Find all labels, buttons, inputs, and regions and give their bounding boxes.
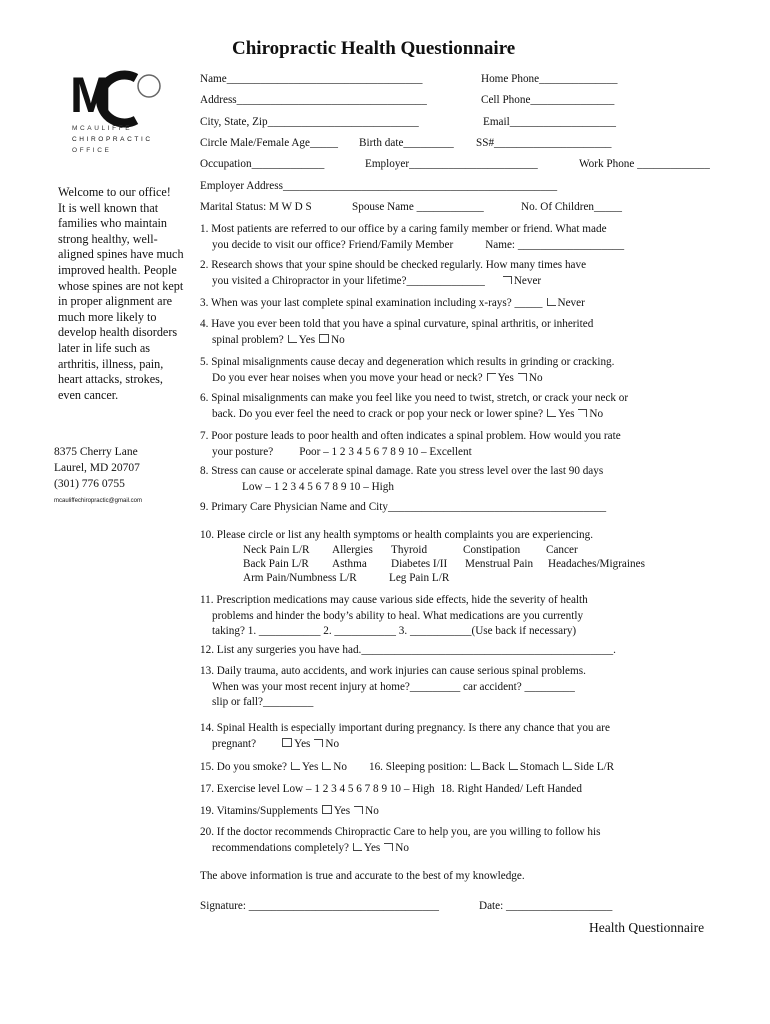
question-14: 14. Spinal Health is especially important during pregnancy. Is there any chance that you are pregnant? Yes No — [200, 722, 610, 750]
spouse-name-field[interactable]: Spouse Name ____________ — [352, 201, 484, 213]
no-checkbox-icon[interactable] — [319, 334, 329, 343]
question-10: 10. Please circle or list any health symptoms or health complaints you are experiencing. Neck Pain L/R Allergies Thyroid Constipation Cancer Back Pain L/R Asthma Diabetes I/II Menstrual Pain Headaches/Migraines Arm Pain/Numbness L/R Leg Pain L/R — [200, 528, 670, 588]
stress-rating-scale[interactable]: Low – 1 2 3 4 5 6 7 8 9 10 – High — [242, 480, 394, 493]
logo-line-1: MCAULIFFE — [72, 125, 133, 132]
work-phone-field[interactable]: Work Phone _____________ — [579, 158, 710, 170]
no-checkbox-icon[interactable] — [354, 806, 363, 814]
question-1: 1. Most patients are referred to our office by a caring family member or friend. What made you decide to visit our office? Friend/Family Member Name: ___________________ — [200, 223, 625, 251]
symptom-asthma[interactable]: Asthma — [332, 558, 367, 570]
welcome-text: Welcome to our office! It is well known that families who maintain strong healthy, well-aligned spines have much improved health. People whose spines are not kept in proper alignment are much more likely to develop health disorders later in life such as arthritis, illness, pain, heart attacks, strokes, even cancer. — [58, 185, 184, 402]
yes-checkbox-icon[interactable] — [291, 762, 300, 770]
symptom-cancer[interactable]: Cancer — [546, 544, 578, 556]
symptom-neck-pain[interactable]: Neck Pain L/R — [243, 544, 310, 556]
sex-age-field[interactable]: Circle Male/Female Age_____ — [200, 137, 338, 149]
symptom-constipation[interactable]: Constipation — [463, 544, 521, 556]
referral-name-field[interactable]: Name: ___________________ — [485, 238, 625, 251]
medications-field[interactable]: taking? 1. ___________ 2. ___________ 3. ___________(Use back if necessary) — [212, 625, 577, 637]
logo-line-2: CHIROPRACTIC — [72, 136, 153, 143]
question-4: 4. Have you ever been told that you have a spinal curvature, spinal arthritis, or inherited spinal problem? Yes No — [200, 318, 594, 346]
symptom-back-pain[interactable]: Back Pain L/R — [243, 558, 309, 570]
posture-rating-scale[interactable]: Poor – 1 2 3 4 5 6 7 8 9 10 – Excellent — [299, 445, 472, 458]
yes-checkbox-icon[interactable] — [487, 373, 496, 381]
slip-fall-field[interactable]: slip or fall?_________ — [212, 696, 314, 708]
question-8: 8. Stress can cause or accelerate spinal damage. Rate you stress level over the last 90 days Low – 1 2 3 4 5 6 7 8 9 10 – High — [200, 464, 670, 495]
stomach-checkbox-icon[interactable] — [509, 762, 518, 770]
certification-text: The above information is true and accurate to the best of my knowledge. — [200, 870, 525, 882]
yes-checkbox-icon[interactable] — [353, 843, 362, 851]
ssn-field[interactable]: SS#_____________________ — [476, 137, 612, 149]
yes-checkbox-icon[interactable] — [288, 335, 297, 343]
recent-injury-field[interactable]: When was your most recent injury at home?_________ car accident? _________ — [212, 680, 575, 693]
city-state-zip-field[interactable]: City, State, Zip___________________________ — [200, 116, 419, 128]
no-checkbox-icon[interactable] — [314, 739, 323, 747]
yes-checkbox-icon[interactable] — [547, 409, 556, 417]
question-13: 13. Daily trauma, auto accidents, and work injuries can cause serious spinal problems. When was your most recent injury at home?_________ car accident? _________ slip or fall?_________ — [200, 664, 670, 711]
occupation-field[interactable]: Occupation_____________ — [200, 158, 325, 170]
symptom-headaches[interactable]: Headaches/Migraines — [548, 558, 645, 570]
question-17-18 — [200, 782, 670, 798]
last-exam-field[interactable]: 3. When was your last complete spinal examination including x-rays? _____ — [200, 297, 543, 309]
no-checkbox-icon[interactable] — [322, 762, 331, 770]
question-11: 11. Prescription medications may cause various side effects, hide the severity of health problems and hinder the body’s ability to heal. What medications are you currently taking? 1. ___________ 2. ___________ 3. ___________(Use back if necessary) — [200, 593, 670, 640]
home-phone-field[interactable]: Home Phone______________ — [481, 73, 618, 85]
question-15-16: 15. Do you smoke? Yes No 16. Sleeping position: Back Stomach Side L/R — [200, 761, 615, 773]
birth-date-field[interactable]: Birth date_________ — [359, 137, 454, 149]
yes-checkbox-icon[interactable] — [282, 738, 292, 747]
question-3: 3. When was your last complete spinal examination including x-rays? _____ Never — [200, 297, 585, 309]
question-5: 5. Spinal misalignments cause decay and degeneration which results in grinding or cracking. Do you ever hear noises when you move your head or neck? Yes No — [200, 356, 615, 384]
exercise-level-scale[interactable]: 17. Exercise level Low – 1 2 3 4 5 6 7 8 9 10 – High — [200, 783, 435, 795]
question-2: 2. Research shows that your spine should be checked regularly. How many times have you visited a Chiropractor in your lifetime?______________ Never — [200, 259, 587, 287]
symptom-leg-pain[interactable]: Leg Pain L/R — [389, 572, 450, 584]
cell-phone-field[interactable]: Cell Phone_______________ — [481, 94, 615, 106]
surgeries-field[interactable]: 12. List any surgeries you have had._____________________________________________. — [200, 644, 616, 656]
symptom-diabetes[interactable]: Diabetes I/II — [391, 558, 448, 570]
question-7: 7. Poor posture leads to poor health and often indicates a spinal problem. How would you rate your posture? Poor – 1 2 3 4 5 6 7 8 9 10 – Excellent — [200, 430, 621, 458]
visit-count-field[interactable]: you visited a Chiropractor in your lifetime?______________ — [212, 274, 485, 287]
question-19: 19. Vitamins/Supplements Yes No — [200, 805, 379, 817]
side-checkbox-icon[interactable] — [563, 762, 572, 770]
mco-logo-icon — [66, 60, 176, 160]
email-field[interactable]: Email___________________ — [483, 116, 616, 128]
question-20: 20. If the doctor recommends Chiropractic Care to help you, are you willing to follow his recommendations completely? Yes No — [200, 826, 601, 854]
logo-line-3: OFFICE — [72, 147, 112, 154]
symptom-menstrual-pain[interactable]: Menstrual Pain — [465, 558, 534, 570]
no-checkbox-icon[interactable] — [384, 843, 393, 851]
office-email: mcauliffechiropractic@gmail.com — [54, 498, 143, 504]
marital-status-field[interactable]: Marital Status: M W D S — [200, 201, 312, 213]
signature-field[interactable]: Signature: __________________________________ — [200, 900, 439, 912]
employer-field[interactable]: Employer_______________________ — [365, 158, 538, 170]
name-field[interactable]: Name___________________________________ — [200, 73, 423, 85]
page-title: Chiropractic Health Questionnaire — [232, 38, 516, 59]
footer-label: Health Questionnaire — [589, 920, 705, 935]
children-count-field[interactable]: No. Of Children_____ — [521, 201, 622, 213]
no-checkbox-icon[interactable] — [578, 409, 587, 417]
office-street: 8375 Cherry Lane — [54, 446, 138, 458]
physician-field[interactable]: 9. Primary Care Physician Name and City_______________________________________ — [200, 501, 607, 513]
svg-text:M: M — [70, 67, 106, 123]
office-phone: (301) 776 0755 — [54, 478, 125, 490]
question-6: 6. Spinal misalignments can make you feel like you need to twist, stretch, or crack your neck or back. Do you ever feel the need to crack or pop your neck or lower spine? Yes No — [200, 392, 629, 420]
symptom-arm-pain[interactable]: Arm Pain/Numbness L/R — [243, 572, 357, 584]
address-field[interactable]: Address__________________________________ — [200, 94, 427, 106]
question-9 — [200, 500, 670, 516]
office-city: Laurel, MD 20707 — [54, 462, 140, 474]
symptom-allergies[interactable]: Allergies — [332, 544, 373, 556]
handedness-field[interactable]: 18. Right Handed/ Left Handed — [440, 783, 582, 795]
yes-checkbox-icon[interactable] — [322, 805, 332, 814]
back-checkbox-icon[interactable] — [471, 762, 480, 770]
never-checkbox-icon[interactable] — [503, 276, 512, 284]
employer-address-field[interactable]: Employer Address_________________________________________________ — [200, 180, 558, 192]
symptom-thyroid[interactable]: Thyroid — [391, 544, 428, 556]
question-12 — [200, 643, 670, 659]
date-field[interactable]: Date: ___________________ — [479, 900, 613, 912]
no-checkbox-icon[interactable] — [518, 373, 527, 381]
never-checkbox-icon[interactable] — [547, 298, 556, 306]
